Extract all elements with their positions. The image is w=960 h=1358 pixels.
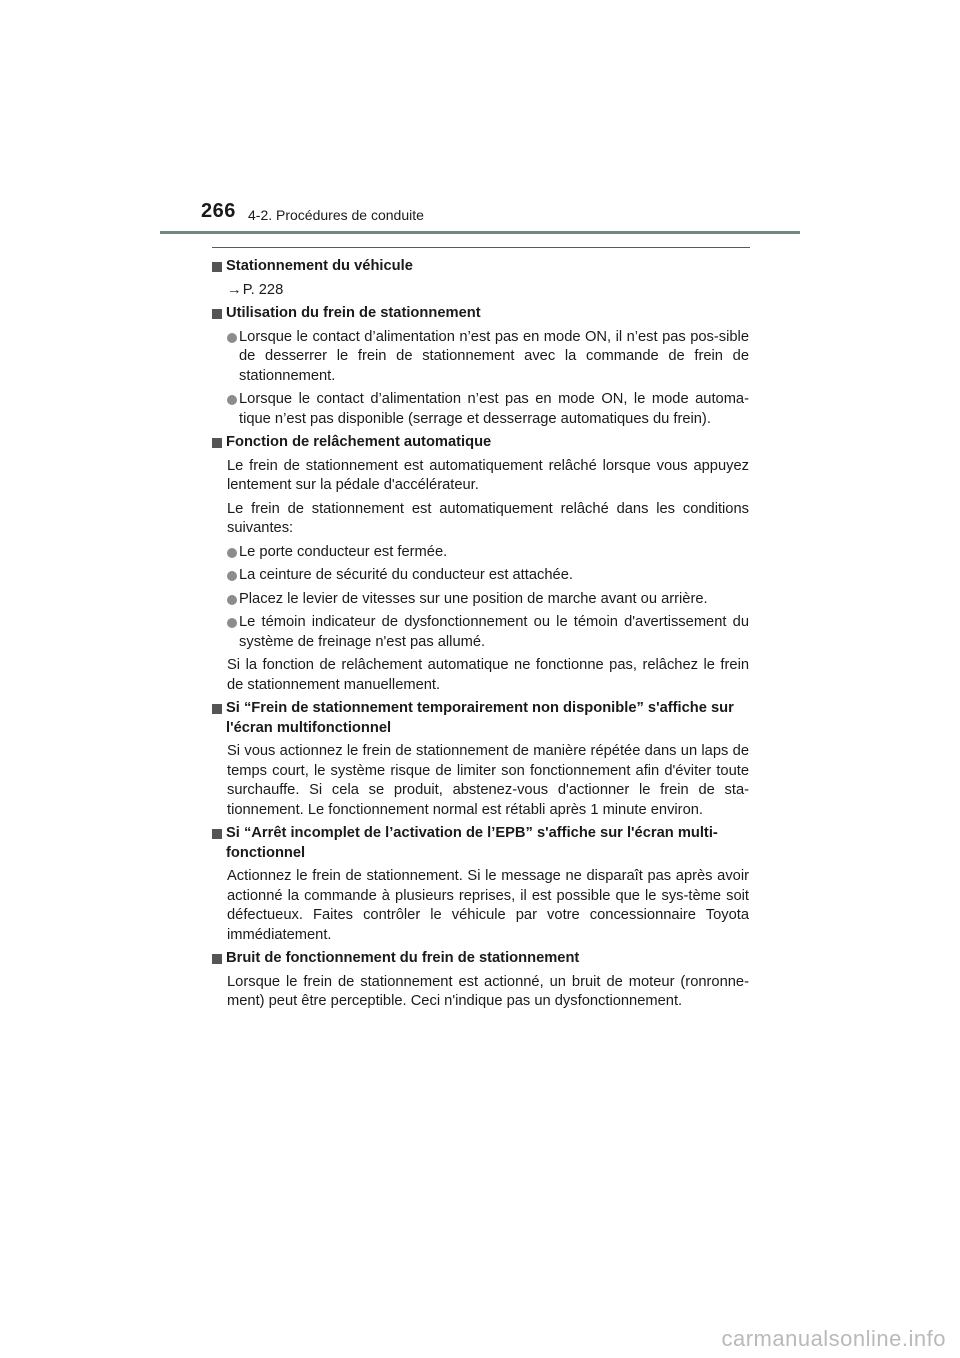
paragraph: Le frein de stationnement est automatiquement relâché lorsque vous appuyez lentement sur la pédale d'accélérateur. (227, 457, 749, 493)
circle-bullet-icon (227, 618, 237, 628)
heading-text: Bruit de fonctionnement du frein de stationnement (226, 950, 580, 966)
header-divider (160, 231, 800, 234)
list-item (227, 590, 749, 610)
square-marker-icon (212, 309, 222, 319)
circle-bullet-icon (227, 548, 237, 558)
heading-text: Utilisation du frein de stationnement (226, 305, 481, 321)
list-item (227, 390, 749, 429)
square-marker-icon (212, 829, 222, 839)
xref-text[interactable]: P. 228 (242, 281, 284, 298)
square-marker-icon (212, 704, 222, 714)
paragraph: Si la fonction de relâchement automatique ne fonctionne pas, relâchez le frein de stationnement manuellement. (227, 657, 749, 693)
circle-bullet-icon (227, 595, 237, 605)
square-marker-icon (212, 954, 222, 964)
section-heading (212, 304, 749, 324)
heading-text: Fonction de relâchement automatique (226, 434, 492, 450)
watermark: carmanualsonline.info (721, 1326, 946, 1351)
heading-text: Stationnement du véhicule (226, 258, 413, 274)
heading-text: Si “Frein de stationnement temporairement non disponible” s'affiche sur l'écran multifonctionnel (226, 700, 734, 736)
heading-text: Si “Arrêt incomplet de l’activation de l’EPB” s'affiche sur l'écran multi-fonctionnel (226, 825, 718, 861)
list-item-text: Le témoin indicateur de dysfonctionnement ou le témoin d'avertissement du système de freinage n'est pas allumé. (239, 614, 749, 650)
circle-bullet-icon (227, 333, 237, 343)
section-heading (212, 824, 749, 863)
section-heading (212, 257, 749, 277)
list-item (227, 566, 749, 586)
list-item-text: Placez le levier de vitesses sur une position de marche avant ou arrière. (239, 590, 708, 607)
content-divider (212, 247, 750, 248)
paragraph: Actionnez le frein de stationnement. Si le message ne disparaît pas après avoir actionné la commande à plusieurs reprises, il est possible que le sys-tème soit défectueux. Faites contrôler le véhicule par votre concessionnaire Toyota immédiatement. (227, 868, 749, 943)
arrow-right-icon: → (227, 281, 242, 298)
section-heading (212, 433, 749, 453)
section-heading (212, 949, 749, 969)
circle-bullet-icon (227, 395, 237, 405)
list-item-text: Lorsque le contact d’alimentation n’est pas en mode ON, le mode automa-tique n’est pas disponible (serrage et desserrage automatiques du frein). (239, 391, 749, 427)
paragraph: Le frein de stationnement est automatiquement relâché dans les conditions suivantes: (227, 500, 749, 536)
page-number: 266 (201, 200, 236, 222)
list-item (227, 328, 749, 387)
square-marker-icon (212, 262, 222, 272)
section-title: 4-2. Procédures de conduite (248, 207, 424, 223)
paragraph: Lorsque le frein de stationnement est actionné, un bruit de moteur (ronronne-ment) peut être perceptible. Ceci n'indique pas un dysfonctionnement. (227, 973, 749, 1009)
list-item (227, 543, 749, 563)
page-content (212, 257, 749, 1016)
circle-bullet-icon (227, 571, 237, 581)
list-item-text: Lorsque le contact d’alimentation n’est pas en mode ON, il n’est pas pos-sible de desserrer le frein de stationnement avec la commande de frein de stationnement. (239, 328, 749, 384)
section-heading (212, 699, 749, 738)
paragraph: Si vous actionnez le frein de stationnement de manière répétée dans un laps de temps court, le système risque de limiter son fonctionnement afin d'éviter toute surchauffe. Si cela se produit, abstenez-vous d'actionner le frein de sta-tionnement. Le fonctionnement normal est rétabli après 1 minute environ. (227, 743, 749, 818)
square-marker-icon (212, 438, 222, 448)
cross-reference[interactable] (227, 281, 749, 301)
list-item-text: Le porte conducteur est fermée. (239, 543, 448, 560)
list-item-text: La ceinture de sécurité du conducteur est attachée. (239, 567, 573, 583)
list-item (227, 613, 749, 652)
